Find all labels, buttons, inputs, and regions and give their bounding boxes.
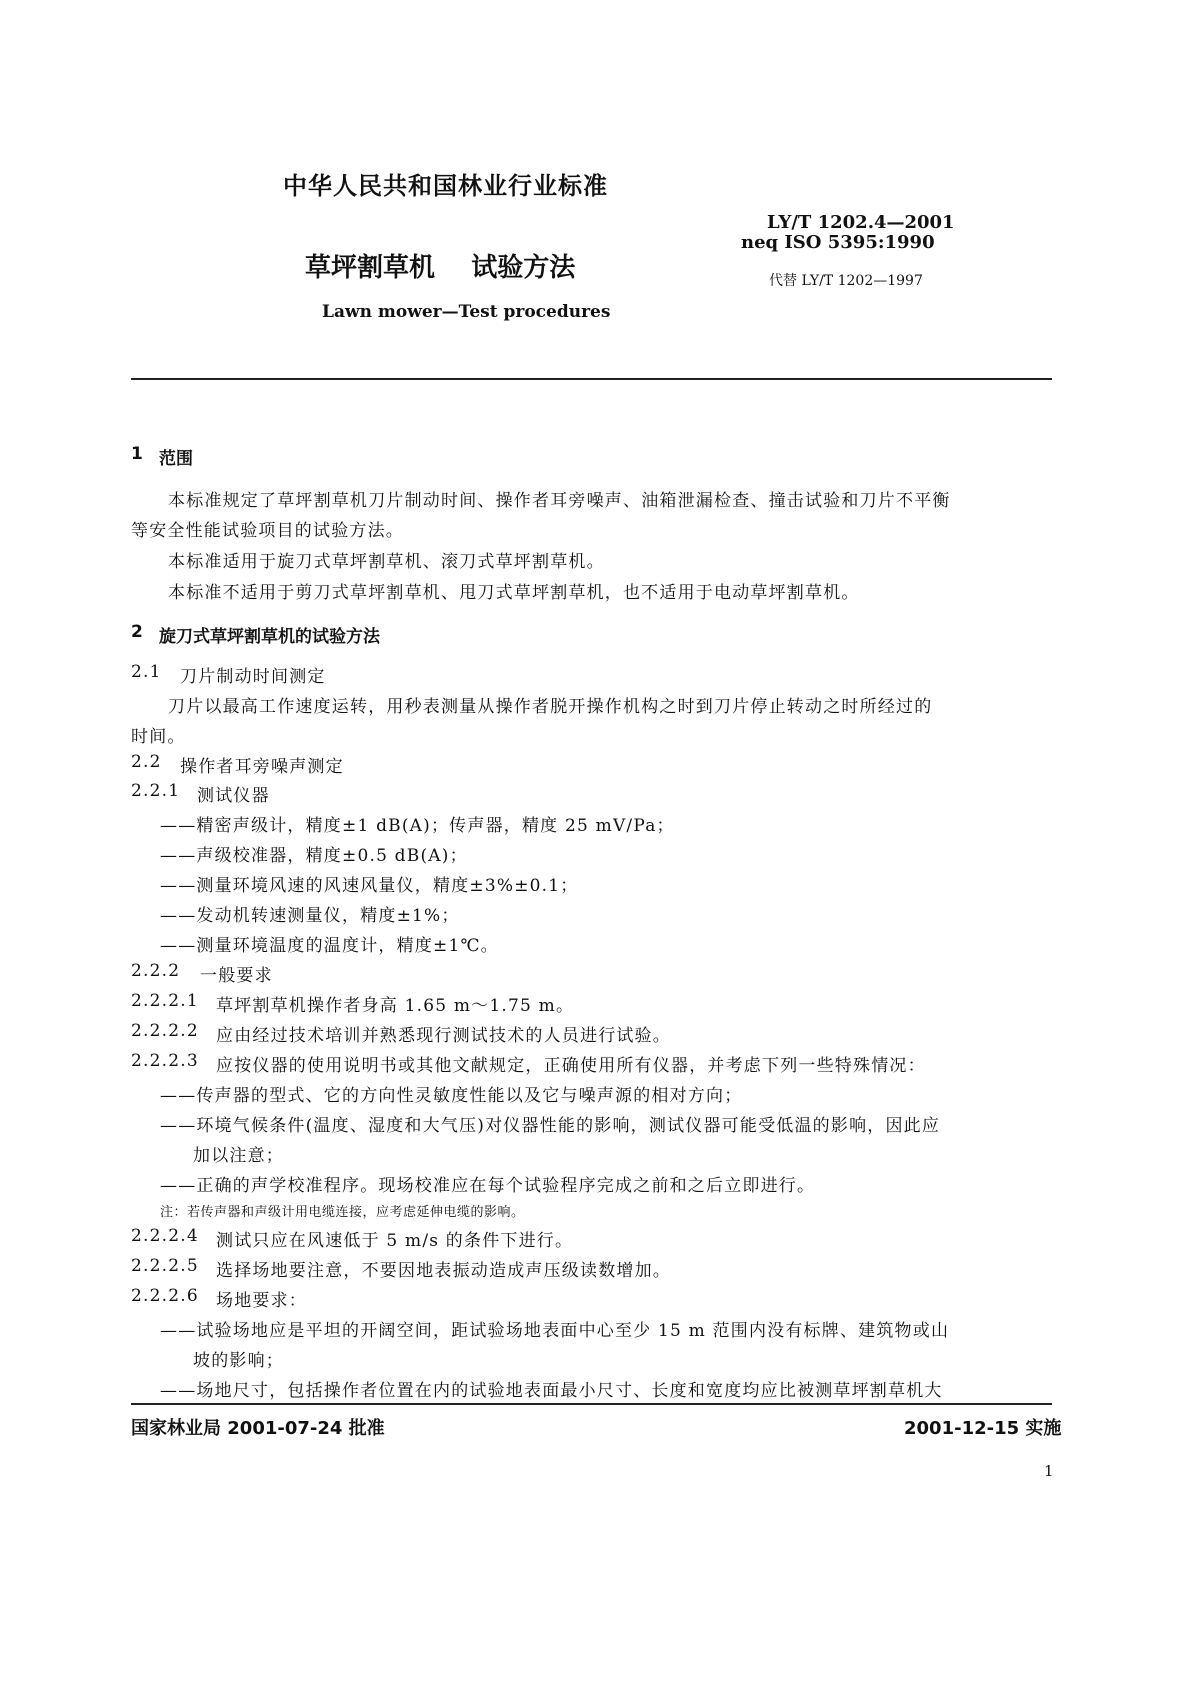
- bullet-item-cont: 加以注意；: [193, 1146, 284, 1166]
- section-2-number: 2: [131, 622, 143, 642]
- instrument-item: ——发动机转速测量仪，精度±1%；: [160, 906, 460, 926]
- instrument-item: ——测量环境温度的温度计，精度±1℃。: [160, 936, 499, 956]
- approval-date: 国家林业局 2001-07-24 批准: [131, 1418, 385, 1439]
- section-1-para-2: 本标准适用于旋刀式草坪割草机、滚刀式草坪割草机。: [168, 552, 605, 572]
- clause-number: 2.2.2.6: [131, 1286, 199, 1306]
- clause-number: 2.2.2.2: [131, 1021, 199, 1041]
- footer-divider: [131, 1403, 1052, 1405]
- header-divider: [131, 378, 1052, 380]
- clause-text: 草坪割草机操作者身高 1.65 m～1.75 m。: [216, 996, 575, 1016]
- section-2-title: 旋刀式草坪割草机的试验方法: [159, 627, 380, 647]
- section-2-2-2-number: 2.2.2: [131, 961, 181, 981]
- bullet-item: ——正确的声学校准程序。现场校准应在每个试验程序完成之前和之后立即进行。: [160, 1176, 816, 1196]
- section-2-1-number: 2.1: [131, 662, 162, 682]
- section-1-title: 范围: [159, 449, 193, 469]
- section-1-para-1-cont: 等安全性能试验项目的试验方法。: [131, 521, 404, 541]
- clause-text: 测试只应在风速低于 5 m/s 的条件下进行。: [216, 1231, 574, 1251]
- section-1-number: 1: [131, 444, 143, 464]
- standard-code: LY/T 1202.4—2001: [767, 212, 955, 233]
- section-2-1-title: 刀片制动时间测定: [180, 667, 326, 687]
- bullet-item-cont: 坡的影响；: [193, 1351, 284, 1371]
- clause-number: 2.2.2.1: [131, 991, 199, 1011]
- bullet-item: ——环境气候条件(温度、湿度和大气压)对仪器性能的影响，测试仪器可能受低温的影响，因此应: [160, 1116, 941, 1136]
- section-2-2-2-title: 一般要求: [200, 966, 273, 986]
- clause-number: 2.2.2.5: [131, 1256, 199, 1276]
- section-2-2-number: 2.2: [131, 752, 162, 772]
- bullet-item: ——试验场地应是平坦的开阔空间，距试验场地表面中心至少 15 m 范围内没有标牌、建筑物或山: [160, 1321, 950, 1341]
- instrument-item: ——测量环境风速的风速风量仪，精度±3%±0.1；: [160, 876, 579, 896]
- instrument-item: ——精密声级计，精度±1 dB(A)；传声器，精度 25 mV/Pa；: [160, 816, 675, 836]
- section-2-1-para: 刀片以最高工作速度运转，用秒表测量从操作者脱开操作机构之时到刀片停止转动之时所经过的: [168, 697, 933, 717]
- section-1-para-1: 本标准规定了草坪割草机刀片制动时间、操作者耳旁噪声、油箱泄漏检查、撞击试验和刀片不平衡: [168, 491, 951, 511]
- section-2-1-para-cont: 时间。: [131, 727, 186, 747]
- page-number: 1: [1044, 1462, 1054, 1480]
- section-2-2-title: 操作者耳旁噪声测定: [180, 757, 344, 777]
- section-1-para-3: 本标准不适用于剪刀式草坪割草机、甩刀式草坪割草机，也不适用于电动草坪割草机。: [168, 583, 860, 603]
- clause-number: 2.2.2.4: [131, 1226, 199, 1246]
- clause-text: 选择场地要注意，不要因地表振动造成声压级读数增加。: [216, 1261, 671, 1281]
- clause-number: 2.2.2.3: [131, 1051, 199, 1071]
- clause-text: 应由经过技术培训并熟悉现行测试技术的人员进行试验。: [216, 1026, 671, 1046]
- document-title-cn: 草坪割草机 试验方法: [305, 253, 576, 283]
- note: 注：若传声器和声级计用电缆连接，应考虑延伸电缆的影响。: [160, 1205, 525, 1220]
- clause-text: 应按仪器的使用说明书或其他文献规定，正确使用所有仪器，并考虑下列一些特殊情况：: [216, 1056, 926, 1076]
- bullet-item: ——场地尺寸，包括操作者位置在内的试验地表面最小尺寸、长度和宽度均应比被测草坪割草机大: [160, 1381, 943, 1401]
- section-2-2-1-title: 测试仪器: [197, 786, 270, 806]
- replaces-standard: 代替 LY/T 1202—1997: [769, 273, 923, 289]
- implementation-date: 2001-12-15 实施: [904, 1418, 1062, 1439]
- clause-text: 场地要求：: [216, 1291, 307, 1311]
- instrument-item: ——声级校准器，精度±0.5 dB(A)；: [160, 846, 468, 866]
- bullet-item: ——传声器的型式、它的方向性灵敏度性能以及它与噪声源的相对方向；: [160, 1086, 743, 1106]
- section-2-2-1-number: 2.2.1: [131, 781, 181, 801]
- iso-equivalence: neq ISO 5395:1990: [741, 232, 935, 253]
- document-title-en: Lawn mower—Test procedures: [322, 302, 611, 322]
- issuing-authority: 中华人民共和国林业行业标准: [283, 172, 608, 200]
